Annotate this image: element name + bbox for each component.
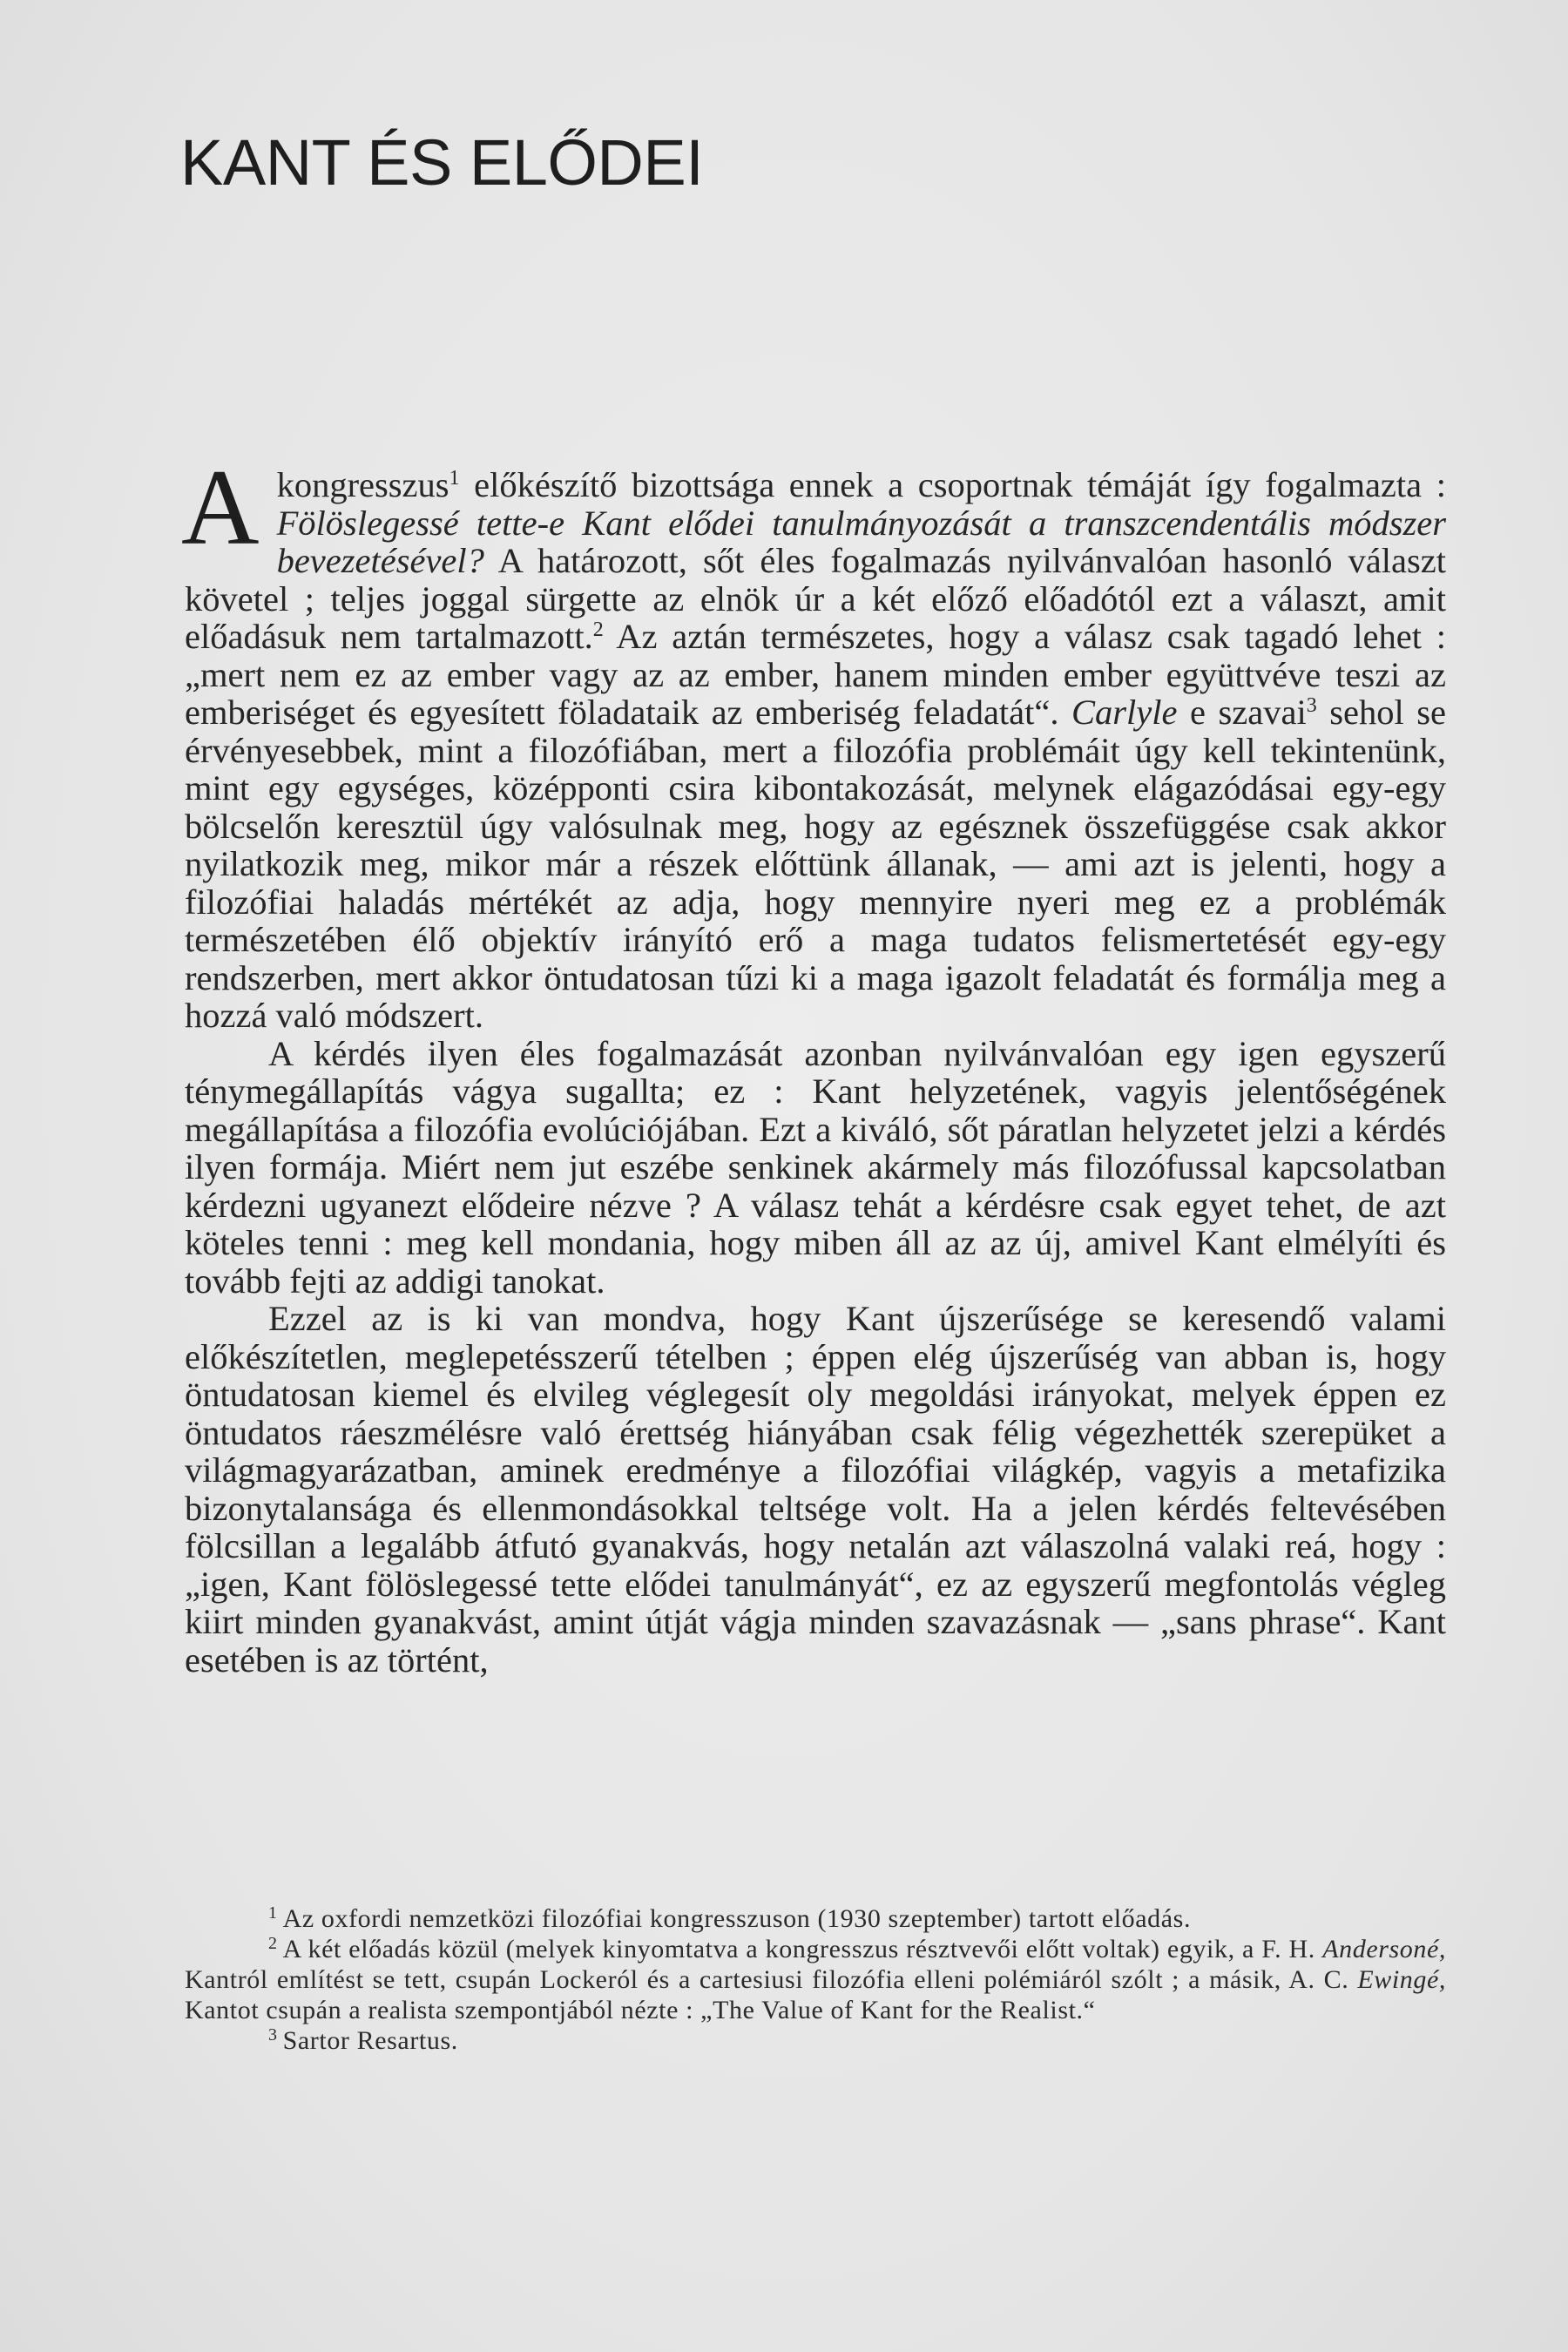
article-body — [181, 448, 1446, 1680]
footnote-1-text: Az oxfordi nemzetközi filozófiai kongresszuson (1930 szeptember) tartott előadás. — [282, 1904, 1192, 1933]
footnote-1 — [185, 1903, 1446, 1934]
paragraph-1-text-b: előkészítő bizottsága ennek a csoportnak témáját így fogalmazta : — [459, 465, 1446, 504]
footnote-3 — [185, 2025, 1446, 2056]
congress-question: Fölöslegessé tette-e Kant elődei tanulmányozását a transzcendentális módszer bevezetésével? — [276, 503, 1446, 580]
footnote-2-number: 2 — [268, 1934, 278, 1953]
footnote-1-number: 1 — [268, 1903, 278, 1923]
page-title: KANT ÉS ELŐDEI — [180, 126, 704, 199]
paragraph-1-text-a: kongresszus — [276, 465, 449, 504]
footnote-2-text-a: A két előadás közül (melyek kinyomtatva a kongresszus résztvevői előtt voltak) egyik, a F. H. — [282, 1935, 1323, 1963]
paragraph-1-text-e: e szavai — [1177, 693, 1307, 732]
carlyle-name: Carlyle — [1071, 693, 1178, 732]
paragraph-2: A kérdés ilyen éles fogalmazását azonban nyilvánvalóan egy igen egyszerű ténymegállapítás vágya sugallta; ez : Kant helyzetének, vagyis jelentőségének megállapítása a filozófia evolúciójában. Ezt a kiváló, sőt páratlan helyzetet jelzi a kérdés ilyen formája. Miért nem jut eszébe senkinek akármely más filozófussal kapcsolatban kérdezni ugyanezt elődeire nézve ? A válasz tehát a kérdésre csak egyet tehet, de azt köteles tenni : meg kell mondania, hogy miben áll az az új, amivel Kant elmélyíti és tovább fejti az addigi tanokat. — [185, 1033, 1446, 1301]
paragraph-1-text-c: A határozott, sőt éles fogalmazás nyilvánvalóan hasonló választ követel ; teljes joggal sürgette az elnök úr a két előző előadótól ezt a választ, amit előadásuk nem tartalmazott. — [185, 541, 1446, 656]
ewing-name: Ewingé, — [1357, 1965, 1446, 1994]
footnote-ref-1: 1 — [449, 467, 460, 490]
paragraph-1-text-d: Az aztán természetes, hogy a válasz csak tagadó lehet : „mert nem ez az ember vagy az az ember, hanem minden ember együttvéve teszi az emberiséget és egyesített föladataik az emberiség feladatát“. — [185, 617, 1446, 732]
footnote-2-text-b: Kantról említést se tett, csupán Lockeról és a cartesiusi filozófia elleni polémiáról szólt ; a másik, A. C. — [185, 1965, 1358, 1994]
footnote-3-text: Sartor Resartus. — [282, 2026, 458, 2055]
paragraph-1-text-f: sehol se érvényesebbek, mint a filozófiában, mert a filozófia problémáit úgy kell tekintenünk, mint egy egységes, középponti csira kibontakozását, melynek elágazódásai egy-egy bölcselőn keresztül úgy valósulnak meg, hogy az egésznek összefüggése csak akkor nyilatkozik meg, mikor már a részek előttünk állanak, — ami azt is jelenti, hogy a filozófiai haladás mértékét az adja, hogy mennyire nyeri meg ez a problémák természetében élő objektív irányító erő a maga tudatos felismertetését egy-egy rendszerben, mert akkor öntudatosan tűzi ki a maga igazolt feladatát és formálja meg a hozzá való módszert. — [185, 693, 1446, 1035]
footnote-2-text-c: Kantot csupán a realista szempontjából nézte : „The Value of Kant for the Realist.“ — [185, 1996, 1096, 2024]
paragraph-3: Ezzel az is ki van mondva, hogy Kant újszerűsége se keresendő valami előkészítetlen, meglepetésszerű tételben ; éppen elég újszerűség van abban is, hogy öntudatosan kiemel és elvileg véglegesít oly megoldási irányokat, melyek éppen ez öntudatos ráeszmélésre való érettség hiányában csak félig végezhették szerepüket a világmagyarázatban, aminek eredménye a filozófiai világkép, vagyis a metafizika bizonytalansága és ellenmondásokkal teltsége volt. Ha a jelen kérdés feltevésében fölcsillan a legalább átfutó gyanakvás, hogy netalán azt válaszolná valaki reá, hogy : „igen, Kant fölöslegessé tette elődei tanulmányát“, ez az egyszerű megfontolás végleg kiirt minden gyanakvást, amint útját vágja minden szavazásnak — „sans phrase“. Kant esetében is az történt, — [185, 1299, 1446, 1680]
footnotes — [185, 1903, 1446, 2056]
footnote-ref-3: 3 — [1306, 694, 1317, 717]
drop-cap: A — [181, 448, 260, 567]
anderson-name: Andersoné, — [1322, 1935, 1446, 1963]
footnote-ref-2: 2 — [592, 618, 604, 641]
footnote-2 — [185, 1934, 1446, 2025]
footnote-3-number: 3 — [268, 2025, 278, 2044]
paragraph-1 — [181, 448, 1446, 1035]
